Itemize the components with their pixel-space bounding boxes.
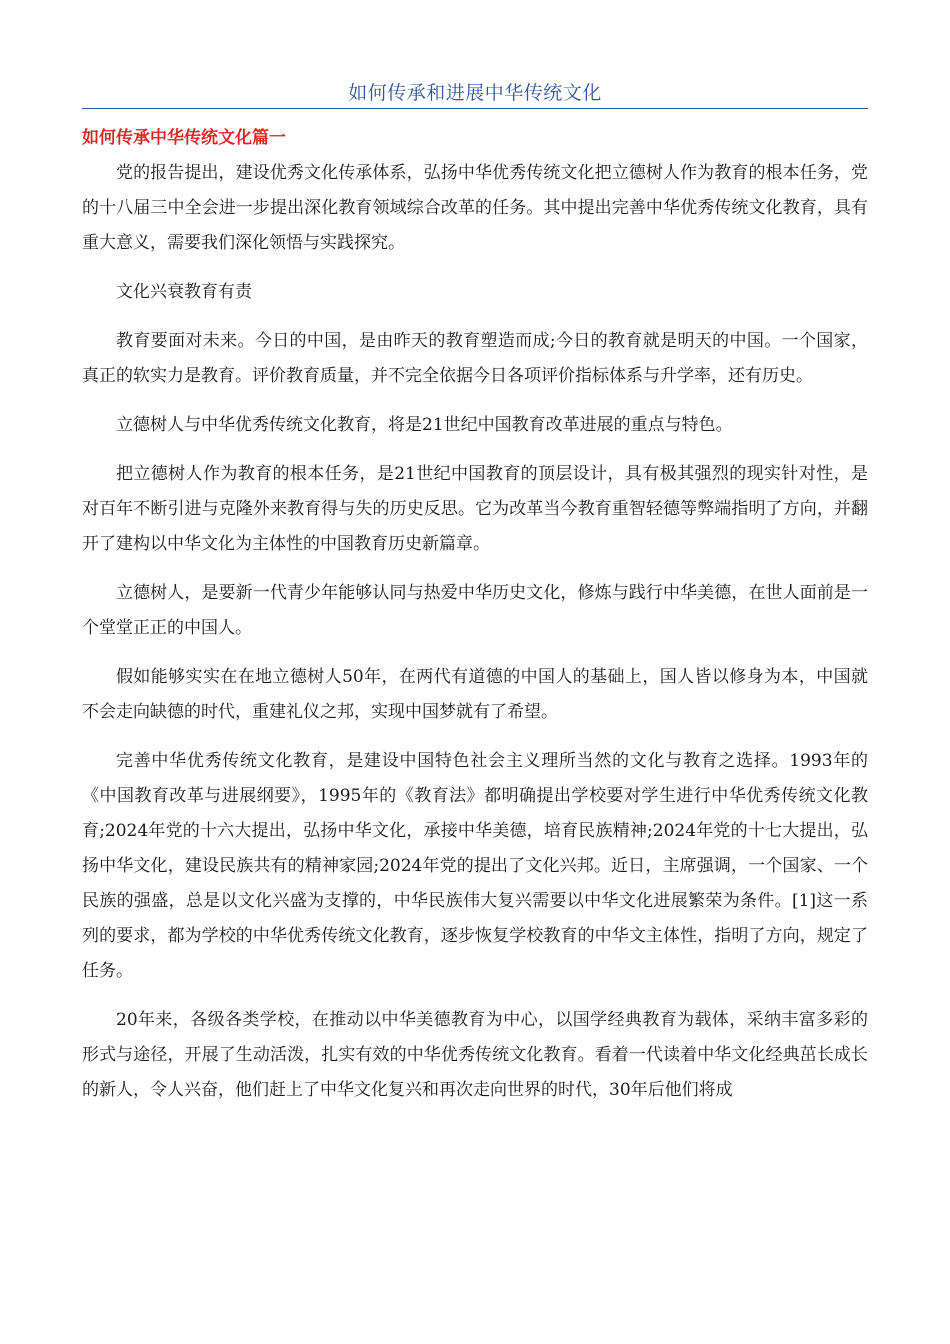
paragraph: 立德树人与中华优秀传统文化教育，将是21世纪中国教育改革进展的重点与特色。 — [116, 415, 733, 435]
paragraph: 假如能够实实在在地立德树人50年，在两代有道德的中国人的基础上，国人皆以修身为本，中国就不会走向缺德的时代，重建礼仪之邦，实现中国梦就有了希望。 — [82, 667, 868, 722]
paragraph: 教育要面对未来。今日的中国，是由昨天的教育塑造而成;今日的教育就是明天的中国。一个国家，真正的软实力是教育。评价教育质量，并不完全依据今日各项评价指标体系与升学率，还有历史。 — [82, 331, 868, 386]
paragraph: 党的报告提出，建设优秀文化传承体系，弘扬中华优秀传统文化把立德树人作为教育的根本任务，党的十八届三中全会进一步提出深化教育领域综合改革的任务。其中提出完善中华优秀传统文化教育，具有重大意义，需要我们深化领悟与实践探究。 — [82, 163, 868, 253]
section-heading: 如何传承中华传统文化篇一 — [82, 128, 286, 148]
page-title: 如何传承和进展中华传统文化 — [348, 82, 602, 104]
paragraph: 完善中华优秀传统文化教育，是建设中国特色社会主义理所当然的文化与教育之选择。1993年的《中国教育改革与进展纲要》，1995年的《教育法》都明确提出学校要对学生进行中华优秀传统文化教育;2024年党的十六大提出，弘扬中华文化，承接中华美德，培育民族精神;2024年党的十七大提出，弘扬中华文化，建设民族共有的精神家园;2024年党的提出了文化兴邦。近日，主席强调，一个国家、一个民族的强盛，总是以文化兴盛为支撑的，中华民族伟大复兴需要以中华文化进展繁荣为条件。[1]这一系列的要求，都为学校的中华优秀传统文化教育，逐步恢复学校教育的中华文主体性，指明了方向，规定了任务。 — [82, 751, 868, 981]
paragraph: 把立德树人作为教育的根本任务，是21世纪中国教育的顶层设计，具有极其强烈的现实针对性，是对百年不断引进与克隆外来教育得与失的历史反思。它为改革当今教育重智轻德等弊端指明了方向，并翻开了建构以中华文化为主体性的中国教育历史新篇章。 — [82, 464, 868, 554]
paragraph: 立德树人，是要新一代青少年能够认同与热爱中华历史文化，修炼与践行中华美德，在世人面前是一个堂堂正正的中国人。 — [82, 583, 868, 638]
document-body — [82, 124, 868, 1122]
paragraph: 20年来，各级各类学校，在推动以中华美德教育为中心，以国学经典教育为载体，采纳丰富多彩的形式与途径，开展了生动活泼，扎实有效的中华优秀传统文化教育。看着一代读着中华文化经典茁长成长的新人，令人兴奋，他们赶上了中华文化复兴和再次走向世界的时代，30年后他们将成 — [82, 1010, 868, 1100]
page-header — [82, 78, 868, 109]
subheading-paragraph: 文化兴衰教育有责 — [116, 282, 252, 302]
